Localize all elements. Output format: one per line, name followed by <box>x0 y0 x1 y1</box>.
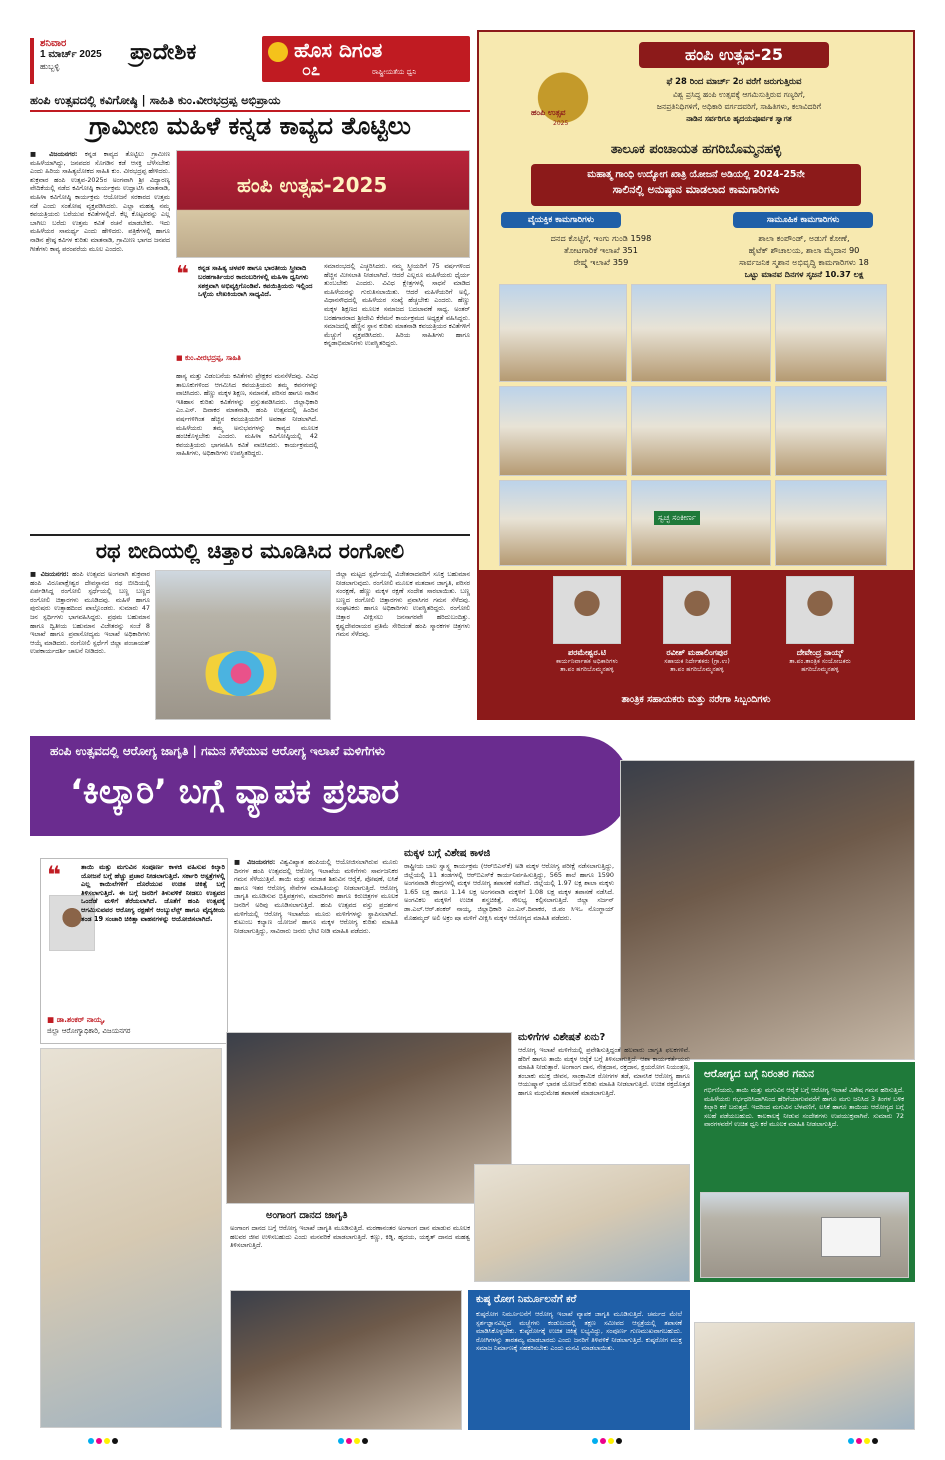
ad-org: ತಾಲೂಕ ಪಂಚಾಯತ ಹಗರಿಬೊಮ್ಮನಹಳ್ಳಿ <box>610 142 782 157</box>
ad-photo-5 <box>631 386 771 476</box>
story3-sub3: ಆರೋಗ್ಯದ ಬಗ್ಗೆ ನಿರಂತರ ಗಮನ <box>704 1068 814 1080</box>
ad-scheme-line2: ಸಾಲಿನಲ್ಲಿ ಅನುಷ್ಠಾನ ಮಾಡಲಾದ ಕಾಮಗಾರಿಗಳು <box>612 183 780 196</box>
ad-photo-8 <box>631 480 771 566</box>
story3-col3: ಆರೋಗ್ಯ ಇಲಾಖೆ ಮಳಿಗೆಯಲ್ಲಿ ಪ್ರವೇಶಿಸುತ್ತಿದ್ದಂತೆ ಹಲವಾರು ಜಾಗೃತಿ ಫಲಕಗಳಿವೆ. ಹೆರಿಗೆ ಹಾಗೂ ತಾಯಿ ಮಕ್ಕಳ ಆರೈಕೆ ಬಗ್ಗೆ ತಿಳಿಸಲಾಗುತ್ತಿದೆ. ಆಶಾ ಕಾರ್ಯಕರ್ತೆಯರು ಮಾಹಿತಿ ನೀಡುತ್ತಾರೆ. ಅಂಗಾಂಗ ದಾನ, ನೇತ್ರದಾನ, ರಕ್ತದಾನ, ಕ್ಷಯರೋಗ ನಿಯಂತ್ರಣ, ತಂಬಾಕು ಮುಕ್ತ ಜೀವನ, ಸಾಂಕ್ರಾಮಿಕ ರೋಗಗಳ ತಡೆ, ಮಾನಸಿಕ ಆರೋಗ್ಯ ಹಾಗೂ ಆಯುಷ್ಮಾನ್ ಭಾರತ ಯೋಜನೆ ಕುರಿತು ಮಾಹಿತಿ ನೀಡಲಾಗುತ್ತಿದೆ. ಉಚಿತ ರಕ್ತದೊತ್ತಡ ಹಾಗೂ ಮಧುಮೇಹ ತಪಾಸಣೆ ಮಾಡಲಾಗುತ್ತಿದೆ. <box>518 1046 690 1097</box>
story3-main-photo <box>620 760 915 1060</box>
official-photo <box>786 576 854 644</box>
ad-right-item: ಸಾರ್ವಜನಿಕ ಸ್ಮಶಾನ ಅಭಿವೃದ್ಧಿ ಕಾಮಗಾರಿಗಳು 18 <box>739 257 869 267</box>
ad-left-item: ರೇಷ್ಮೆ ಇಲಾಖೆ 359 <box>573 257 629 267</box>
story1-photo <box>176 150 470 258</box>
ad-left-label: ವೈಯಕ್ತಿಕ ಕಾಮಗಾರಿಗಳು <box>501 212 621 228</box>
health-poster-photo <box>40 1048 222 1428</box>
official-photo <box>663 576 731 644</box>
ad-photo-2 <box>631 284 771 382</box>
quote-mark-icon: ❝ <box>47 861 62 889</box>
story1-col1 <box>30 150 170 520</box>
story3-col5: ಅಂಗಾಂಗ ದಾನದ ಬಗ್ಗೆ ಆರೋಗ್ಯ ಇಲಾಖೆ ಜಾಗೃತಿ ಮೂಡಿಸುತ್ತಿದೆ. ಮರಣಾನಂತರ ಅಂಗಾಂಗ ದಾನ ಮಾಡುವ ಮೂಲಕ ಹಲವರ ಜೀವ ಉಳಿಸಬಹುದು ಎಂದು ಮನವರಿಕೆ ಮಾಡಲಾಗುತ್ತಿದೆ. ಕಣ್ಣು, ಕಿಡ್ನಿ, ಹೃದಯ, ಯಕೃತ್ ದಾನದ ಮಹತ್ವ ತಿಳಿಸಲಾಗುತ್ತಿದೆ. <box>230 1224 470 1250</box>
story2-headline: ರಥ ಬೀದಿಯಲ್ಲಿ ಚಿತ್ತಾರ ಮೂಡಿಸಿದ ರಂಗೋಲಿ <box>30 534 470 564</box>
ad-right-item: ಶಾಲಾ ಕಂಪೌಂಡ್, ಅಡುಗೆ ಕೋಣೆ, <box>758 233 850 243</box>
story2-col1-text: ಹಂಪಿ ಉತ್ಸವದ ಅಂಗವಾಗಿ ಶುಕ್ರವಾರ ಹಂಪಿ ವಿರೂಪಾಕ್ಷೇಶ್ವರ ದೇವಸ್ಥಾನದ ರಥ ಬೀದಿಯಲ್ಲಿ ಏರ್ಪಡಿಸಿದ್ದ ರಂಗೋಲಿ ಸ್ಪರ್ಧೆಯಲ್ಲಿ ಬಣ್ಣ ಬಣ್ಣದ ರಂಗೋಲಿ ಚಿತ್ತಾರಗಳು ಮೂಡಿದವು. ಮಹಿಳೆ ಹಾಗೂ ಪುರುಷರು ಉತ್ಸಾಹದಿಂದ ಪಾಲ್ಗೊಂಡರು. ಸುಮಾರು 47 ಜನ ಸ್ಪರ್ಧಿಗಳು ಭಾಗವಹಿಸಿದ್ದರು. ಪ್ರಥಮ ಬಹುಮಾನ ಹಾಗೂ ದ್ವಿತೀಯ ಬಹುಮಾನ ವಿಜೇತರನ್ನು ಸಂಜೆ 8 ಇಲಾಖೆ ಹಾಗೂ ಪ್ರವಾಸೋದ್ಯಮ ಇಲಾಖೆ ಅಧಿಕಾರಿಗಳು ಆಯ್ಕೆ ಮಾಡಿದರು. ರಂಗೋಲಿ ಸ್ಪರ್ಧೆಗೆ ಜಿಲ್ಲಾ ಪಂಚಾಯತ್ ಉಪಕಾರ್ಯದರ್ಶಿ ಚಾಲನೆ ನೀಡಿದರು. <box>30 570 150 656</box>
story1-quote-by: ■ ಕುಂ.ವೀರಭದ್ರಪ್ಪ, ಸಾಹಿತಿ <box>176 354 241 362</box>
ad-photo-9 <box>775 480 887 566</box>
story1-col1-text: ಕನ್ನಡ ಕಾವ್ಯದ ತೊಟ್ಟಿಲು ಗ್ರಾಮೀಣ ಮಹಿಳೆಯಾಗಿದ್ದು, ಜನಪದರ ಸೊಗಡಿನ ಕಡೆ ಆಸಕ್ತಿ ಬೆಳೆಸಬೇಕು ಎಂದು ಹಿರಿಯ ಸಾಹಿತ್ಯಲೋಕದ ಸಾಹಿತಿ ಕುಂ. ವೀರಭದ್ರಪ್ಪ ಹೇಳಿದರು. ಶುಕ್ರವಾರ ಹಂಪಿ ಉತ್ಸವ-2025ರ ಅಂಗವಾಗಿ ಶ್ರೀ ವಿದ್ಯಾರಣ್ಯ ವೇದಿಕೆಯಲ್ಲಿ ನಡೆದ ಕವಿಗೋಷ್ಠಿ ಕಾರ್ಯಕ್ರಮ ಉದ್ಘಾಟಿಸಿ ಮಾತನಾಡಿ, ಮಹಿಳಾ ಕವಿಗೋಷ್ಠಿ ಕಾರ್ಯಕ್ರಮ ಆಯೋಜನೆ ಸರಕಾರದ ಉತ್ತಮ ನಡೆ ಎಂದು ಸಂತೋಷ ವ್ಯಕ್ತಪಡಿಸಿದರು. ಎಲ್ಲಾ ಮಹತ್ವ ನಮ್ಮ ಕವಯತ್ರಿಯರು ಬರೆಯುವ ಕವಿತೆಗಳಲ್ಲಿದೆ. ಕೆಲ್ಲ ಕೊಟ್ಟವರನ್ನು ಎಲ್ಲ ಬಾಗಿಲು ಬರೆದು ಉತ್ತಮ ಕವಿತೆ ರಚನೆ ಮಾಡಬೇಕು. ಇದು ಮಹಿಳೆಯರ ಸಾಮರ್ಥ್ಯ ಎಂದು ಹೇಳಿದರು. ಪತ್ರಿಕೆಗಳಲ್ಲಿ ಹಾಗೂ ನಾಡಿನ ಶ್ರೇಷ್ಠ ಕವಿಗಳ ಕುರಿತು ಮಾತನಾಡಿ, ಗ್ರಾಮೀಣ ಭಾಗದ ಜನಪದ ಗೀತೆಗಳು ಕಾವ್ಯ ಪರಂಪರೆಯ ಮೂಲ ಎಂದರು. <box>30 150 170 253</box>
masthead <box>30 30 470 88</box>
official-role: ತಾ.ಪಂ.ತಾಂತ್ರಿಕ ಸಂಯೋಜಕರು <box>789 658 851 665</box>
ad-line2: ಜನಪ್ರತಿನಿಧಿಗಳಿಗೆ, ಅಧಿಕಾರಿ ವರ್ಗದವರಿಗೆ, ಸಾಹಿತಿಗಳು, ಕಲಾವಿದರಿಗೆ <box>656 102 822 111</box>
ambulance-photo <box>700 1192 909 1278</box>
page-number: ೦೭ <box>302 60 320 79</box>
official-name: ದೇವೇಂದ್ರ ನಾಯ್ಕ್ <box>796 648 844 657</box>
official-card <box>765 576 875 674</box>
ad-photo-4 <box>499 386 627 476</box>
ad-photo-3 <box>775 284 887 382</box>
story1-quote: ಕನ್ನಡ ಸಾಹಿತ್ಯ ಚಳವಳಿ ಹಾಗೂ ಭಾರತೀಯ ಸ್ತ್ರೀವಾದಿ ಬರಹಗಾರ್ತಿಯರ ಕಾದಂಬರಿಗಳಲ್ಲಿ ಮಹಿಳಾ ಧ್ವನಿಗಳು ಸಶಕ್ತವಾಗಿ ಅಭಿವ್ಯಕ್ತಿಗೊಂಡಿವೆ. ಕವಯಿತ್ರಿಯರು ಇಲ್ಲಿಂದ ಒಳ್ಳೆಯ ಲೇಖಕಿಯರಾಗಿ ಸಾಧ್ಯವಿದೆ. <box>198 264 313 299</box>
city-label: ಹುಬ್ಬಳ್ಳಿ <box>40 62 60 71</box>
ad-right-item: ಹೈಟೆಕ್ ಶೌಚಾಲಯ, ಶಾಲಾ ಮೈದಾನ 90 <box>748 245 860 255</box>
story3-col2: ರಾಷ್ಟ್ರೀಯ ಬಾಲ ಸ್ವಾಸ್ಥ್ಯ ಕಾರ್ಯಕ್ರಮ (ಆರ್‌ಬಿಎಸ್‌ಕೆ) ಅಡಿ ಮಕ್ಕಳ ಆರೋಗ್ಯ ಪರೀಕ್ಷೆ ನಡೆಸಲಾಗುತ್ತಿದ್ದು, ಜಿಲ್ಲೆಯಲ್ಲಿ 11 ತಂಡಗಳಲ್ಲಿ ಆರ್‌ಬಿಎಸ್‌ಕೆ ಕಾರ್ಯನಿರ್ವಹಿಸುತ್ತಿದ್ದು, 565 ಶಾಲೆ ಹಾಗೂ 1590 ಅಂಗನವಾಡಿ ಕೇಂದ್ರಗಳಲ್ಲಿ ಮಕ್ಕಳ ಆರೋಗ್ಯ ತಪಾಸಣೆ ನಡೆಸಿದೆ. ಜಿಲ್ಲೆಯಲ್ಲಿ 1.97 ಲಕ್ಷ ಶಾಲಾ ಮಕ್ಕಳು 1.65 ಲಕ್ಷ ಹಾಗೂ 1.14 ಲಕ್ಷ ಅಂಗನವಾಡಿ ಮಕ್ಕಳಿಗೆ 1.08 ಲಕ್ಷ ಮಕ್ಕಳ ತಪಾಸಣೆ ನಡೆಸಿದೆ. ಅಂಗವಿಕಲ ಮಕ್ಕಳಿಗೆ ಉಚಿತ ಶಸ್ತ್ರಚಿಕಿತ್ಸೆ, ಸೌಲಭ್ಯ ಕಲ್ಪಿಸಲಾಗುತ್ತಿದೆ. ಜಿಲ್ಲಾ ಸರ್ಜನ್ ಡಾ.ಎಲ್.ಆರ್.ಶಂಕರ್ ನಾಯ್ಕ, ಜಿಲ್ಲಾಧಿಕಾರಿ ಎಂ.ಎಸ್.ದಿವಾಕರ, ಜಿ.ಪಂ ಸಿಇಒ ನೊಂಗ್ಜಾಯ್ ಮೊಹಮ್ಮದ್ ಅಲಿ ಅಕ್ರಂ ಷಾ ಮಳಿಗೆ ವೀಕ್ಷಿಸಿ ಮಕ್ಕಳ ಆರೋಗ್ಯದ ಮಾಹಿತಿ ಪಡೆದರು. <box>404 862 614 922</box>
story3-col6: ಕುಷ್ಠರೋಗ ನಿರ್ಮೂಲನೆಗೆ ಆರೋಗ್ಯ ಇಲಾಖೆ ವ್ಯಾಪಕ ಜಾಗೃತಿ ಮೂಡಿಸುತ್ತಿದೆ. ಚರ್ಮದ ಮೇಲೆ ಸ್ಪರ್ಶಜ್ಞಾನವಿಲ್ಲದ ಮಚ್ಚೆಗಳು ಕಂಡುಬಂದಲ್ಲಿ ತಕ್ಷಣ ಸಮೀಪದ ಆಸ್ಪತ್ರೆಯಲ್ಲಿ ತಪಾಸಣೆ ಮಾಡಿಸಿಕೊಳ್ಳಬೇಕು. ಕುಷ್ಠರೋಗಕ್ಕೆ ಉಚಿತ ಚಿಕಿತ್ಸೆ ಲಭ್ಯವಿದ್ದು, ಸಂಪೂರ್ಣ ಗುಣಮುಖವಾಗಬಹುದು. ರೋಗಿಗಳನ್ನು ತಾರತಮ್ಯ ಮಾಡಬಾರದು ಎಂದು ಜನರಿಗೆ ತಿಳಿವಳಿಕೆ ನೀಡಲಾಗುತ್ತಿದೆ. ಕುಷ್ಠರೋಗ ಮುಕ್ತ ಸಮಾಜ ನಿರ್ಮಾಣಕ್ಕೆ ಸಹಕರಿಸಬೇಕು ಎಂದು ಮನವಿ ಮಾಡಲಾಯಿತು. <box>476 1310 682 1353</box>
quote-mark-icon: ❝ <box>176 262 189 287</box>
ad-line3: ನಾಡಿನ ಸರ್ವರಿಗೂ ಹೃದಯಪೂರ್ವಕ ಸ್ವಾಗತ <box>686 114 792 123</box>
day-label: ಶನಿವಾರ <box>40 38 67 49</box>
ad-scheme-line1: ಮಹಾತ್ಮ ಗಾಂಧಿ ಉದ್ಯೋಗ ಖಾತ್ರಿ ಯೋಜನೆ ಅಡಿಯಲ್ಲಿ 2024-25ನೇ <box>587 169 805 180</box>
stall-visit-photo <box>226 1032 512 1204</box>
official-name: ರವೀಶ್ ಮಹಾಲಿಂಗಪುರ <box>666 648 728 657</box>
story3-green-box <box>694 1062 915 1282</box>
story1-kicker: ಹಂಪಿ ಉತ್ಸವದಲ್ಲಿ ಕವಿಗೋಷ್ಠಿ | ಸಾಹಿತಿ ಕುಂ.ವೀರಭದ್ರಪ್ಪ ಅಭಿಪ್ರಾಯ <box>30 93 470 112</box>
visitors-photo <box>694 1322 915 1430</box>
official-place: ತಾ.ಪಂ ಹಗರಿಬೊಮ್ಮನಹಳ್ಳಿ <box>560 666 614 673</box>
rangoli-photo <box>155 570 331 720</box>
masthead-date-block <box>30 38 122 84</box>
story3-sub1: ಮಕ್ಕಳ ಬಗ್ಗೆ ವಿಶೇಷ ಕಾಳಜಿ <box>404 848 491 859</box>
story3-quote-by: ■ ಡಾ.ಶಂಕರ್ ನಾಯ್ಕ, <box>47 1015 106 1024</box>
ad-left-item: ತೋಟಗಾರಿಕೆ ಇಲಾಖೆ 351 <box>564 245 638 255</box>
ambulance-icon <box>821 1217 881 1257</box>
ad-footer: ತಾಂತ್ರಿಕ ಸಹಾಯಕರು ಮತ್ತು ನರೇಗಾ ಸಿಬ್ಬಂದಿಗಳು <box>621 694 771 705</box>
story2-col1 <box>30 570 150 720</box>
ad-logo-text: ಹಂಪಿ ಉತ್ಸವ <box>531 108 566 117</box>
story1-col2: ಹಾಸ್ಯ ಮತ್ತು ವಿಡಂಬನೆಯ ಕವಿತೆಗಳು ಪ್ರೇಕ್ಷಕರ ಮನಸೆಳೆದವು. ವಿವಿಧ ತಾಲೂಕುಗಳಿಂದ ಆಗಮಿಸಿದ ಕವಯತ್ರಿಯರು ತಮ್ಮ ಕವನಗಳನ್ನು ವಾಚಿಸಿದರು. ಹೆಣ್ಣು ಮಕ್ಕಳ ಶಿಕ್ಷಣ, ಸಮಾನತೆ, ಪರಿಸರ ಹಾಗೂ ನಾಡಿನ ಇತಿಹಾಸ ಕುರಿತು ಕವಿತೆಗಳನ್ನು ಪ್ರಸ್ತುತಪಡಿಸಿದರು. ಜಿಲ್ಲಾಧಿಕಾರಿ ಎಂ.ಎಸ್. ದಿವಾಕರ ಮಾತನಾಡಿ, ಹಂಪಿ ಉತ್ಸವದಲ್ಲಿ ಹಿಂದಿನ ವರ್ಷಗಳಿಗಿಂತ ಹೆಚ್ಚಿನ ಕವಯತ್ರಿಯರಿಗೆ ಅವಕಾಶ ನೀಡಲಾಗಿದೆ. ಮಹಿಳೆಯರು ತಮ್ಮ ಅನುಭವಗಳನ್ನು ಕಾವ್ಯದ ಮೂಲಕ ಹಂಚಿಕೊಳ್ಳಬೇಕು ಎಂದರು. ಮಹಿಳಾ ಕವಿಗೋಷ್ಠಿಯಲ್ಲಿ 42 ಕವಯತ್ರಿಯರು ಭಾಗವಹಿಸಿ ಕವಿತೆ ವಾಚಿಸಿದರು. ಕಾರ್ಯಕ್ರಮದಲ್ಲಿ ಸಾಹಿತಿಗಳು, ಅಧಿಕಾರಿಗಳು ಉಪಸ್ಥಿತರಿದ್ದರು. <box>176 372 318 458</box>
ad-logo <box>523 46 603 132</box>
story2-col2: ಜಿಲ್ಲಾ ಮಟ್ಟದ ಸ್ಪರ್ಧೆಯಲ್ಲಿ ವಿಜೇತರಾದವರಿಗೆ ಸೂಕ್ತ ಬಹುಮಾನ ನೀಡಲಾಗುವುದು. ರಂಗೋಲಿ ಮೂಲಕ ಮತದಾನ ಜಾಗೃತಿ, ಪರಿಸರ ಸಂರಕ್ಷಣೆ, ಹೆಣ್ಣು ಮಕ್ಕಳ ರಕ್ಷಣೆ ಸಂದೇಶ ಸಾರಲಾಯಿತು. ಬಣ್ಣ ಬಣ್ಣದ ರಂಗೋಲಿ ಚಿತ್ತಾರಗಳು ಪ್ರವಾಸಿಗರ ಗಮನ ಸೆಳೆದವು. ಸಂಘಟಕರು ಹಾಗೂ ಅಧಿಕಾರಿಗಳು ಉಪಸ್ಥಿತರಿದ್ದರು. ರಂಗೋಲಿ ಚಿತ್ತಾರ ವೀಕ್ಷಿಸಲು ಜನಸಾಗರವೇ ಹರಿದುಬಂದಿತ್ತು. ಕೃಷ್ಣದೇವರಾಯರ ಪ್ರತಿಮೆ ಸೇರಿದಂತೆ ಹಂಪಿ ಸ್ಮಾರಕಗಳ ಚಿತ್ರಗಳು ಗಮನ ಸೆಳೆದವು. <box>336 570 470 639</box>
story3-kicker: ಹಂಪಿ ಉತ್ಸವದಲ್ಲಿ ಆರೋಗ್ಯ ಜಾಗೃತಿ | ಗಮನ ಸೆಳೆಯುವ ಆರೋಗ್ಯ ಇಲಾಖೆ ಮಳಿಗೆಗಳು <box>50 744 385 758</box>
tagline: ರಾಷ್ಟ್ರೀಯತೆಯ ಧ್ವನಿ <box>372 68 417 76</box>
registration-mark <box>848 1438 878 1444</box>
story3-sub2: ಮಳಿಗೆಗಳ ವಿಶೇಷತೆ ಏನು? <box>518 1032 606 1043</box>
story1-dateline: ■ ವಿಜಯನಗರ: <box>30 150 78 158</box>
story3-col1 <box>234 858 398 1044</box>
story1-col3: ಸಮಾರಂಭದಲ್ಲಿ ಎಚ್ಚರಿಸಿದರು. ನಮ್ಮ ಸ್ತ್ರೀಯರಿಗೆ 75 ವರ್ಷಗಳಿಂದ ಹೆಚ್ಚಿನ ಮೀಸಲಾತಿ ನೀಡಲಾಗಿದೆ. ಆದರೆ ಎಲ್ಲರೂ ಮಹಿಳೆಯರು ಧೈರ್ಯ ತುಂಬಬೇಕು ಎಂದರು. ವಿವಿಧ ಕ್ಷೇತ್ರಗಳಲ್ಲಿ ಸಾಧನೆ ಮಾಡಿದ ಮಹಿಳೆಯರನ್ನು ಗುರುತಿಸಲಾಯಿತು. ಆದರೆ ಮಹಿಳೆಯರಿಗೆ ಅಲ್ಲಿ, ವಿಧಾನಸೌಧದಲ್ಲಿ ಮಹಿಳೆಯರ ಸಂಖ್ಯೆ ಹೆಚ್ಚಬೇಕು ಎಂದರು. ಹೆಣ್ಣು ಮಕ್ಕಳ ಶಿಕ್ಷಣದ ಮೂಲಕ ಸಮಾಜದ ಬದಲಾವಣೆ ಸಾಧ್ಯ. ಅಂತರ್ ಬರಹಗಾರರಾದ ಶ್ರೀದೇವಿ ಕೆರೆಮನೆ ಕಾರ್ಯಕ್ರಮದ ಅಧ್ಯಕ್ಷತೆ ವಹಿಸಿದ್ದರು. ಸಮಾಜದಲ್ಲಿ ಹೆಣ್ಣಿನ ಸ್ಥಾನ ಕುರಿತು ಮಾತನಾಡಿ ಕವಯತ್ರಿಯರ ಕವಿತೆಗಳಿಗೆ ಮೆಚ್ಚುಗೆ ವ್ಯಕ್ತಪಡಿಸಿದರು. ಹಿರಿಯ ಸಾಹಿತಿಗಳು ಹಾಗೂ ಕನ್ನಡಾಭಿಮಾನಿಗಳು ಉಪಸ್ಥಿತರಿದ್ದರು. <box>324 262 470 348</box>
official-card <box>537 576 637 674</box>
section-title: ಪ್ರಾದೇಶಿಕ <box>130 40 197 65</box>
registration-mark <box>592 1438 622 1444</box>
paper-logo <box>262 36 470 82</box>
ad-title: ಹಂಪಿ ಉತ್ಸವ-25 <box>639 42 829 68</box>
story3-sub4: ಅಂಗಾಂಗ ದಾನದ ಜಾಗೃತಿ <box>266 1210 348 1221</box>
official-place: ಹಗರಿಬೊಮ್ಮನಹಳ್ಳಿ <box>801 666 839 673</box>
ad-panel <box>477 30 915 720</box>
ad-photo-7 <box>499 480 627 566</box>
ad-dates: ಫೆ 28 ರಿಂದ ಮಾರ್ಚ್ 2ರ ವರೆಗೆ ಜರುಗುತ್ತಿರುವ <box>666 76 802 86</box>
ad-photo-sign: ಸ್ವಚ್ಛ ಸಂಕೀರ್ಣ <box>654 511 700 525</box>
date-label: 1 ಮಾರ್ಚ್ 2025 <box>40 49 102 60</box>
story3-quote: ತಾಯಿ ಮತ್ತು ಮಗುವಿನ ಸಂಪೂರ್ಣ ಕಾಳಜಿ ವಹಿಸುವ ಕಿಲ್ಕಾರಿ ಯೋಜನೆ ಬಗ್ಗೆ ಹೆಚ್ಚು ಪ್ರಚಾರ ನೀಡಲಾಗುತ್ತಿದೆ. ಸರ್ಕಾರಿ ಆಸ್ಪತ್ರೆಗಳಲ್ಲಿ ಎಲ್ಲ ಕಾಯಿಲೆಗಳಿಗೆ ದೊರೆಯುವ ಉಚಿತ ಚಿಕಿತ್ಸೆ ಬಗ್ಗೆ ತಿಳಿಸಲಾಗುತ್ತಿದೆ. ಈ ಬಗ್ಗೆ ಜನರಿಗೆ ತಿಳುವಳಿಕೆ ನೀಡಲು ಉತ್ಸವದ ಒಂದೆಡೆ ಮಳಿಗೆ ತೆರೆಯಲಾಗಿದೆ. ಜೊತೆಗೆ ಹಂಪಿ ಉತ್ಸವಕ್ಕೆ ಆಗಮಿಸುವವರ ಆರೋಗ್ಯ ರಕ್ಷಣೆಗೆ ಆಂಬ್ಯುಲೆನ್ಸ್ ಹಾಗೂ ವೈದ್ಯಕೀಯ ತಂಡ 19 ಸಂಚಾರಿ ಚಿಕಿತ್ಸಾ ವಾಹನಗಳನ್ನು ಆಯೋಜಿಸಲಾಗಿದೆ. <box>81 863 225 923</box>
story3-sub5: ಕುಷ್ಠ ರೋಗ ನಿರ್ಮೂಲನೆಗೆ ಕರೆ <box>476 1294 577 1305</box>
ad-scheme-box <box>531 164 861 206</box>
official-name: ಪರಮೇಶ್ವರ.ಟಿ <box>568 648 606 657</box>
ad-officials-band <box>479 570 913 718</box>
ad-right-list <box>697 232 911 280</box>
lamp-icon <box>268 42 288 62</box>
ad-left-item: ದನದ ಕೊಟ್ಟಿಗೆ, ಇಂಗು ಗುಂಡಿ 1598 <box>550 233 652 243</box>
exhibit-table-photo <box>474 1164 690 1282</box>
stage-banner-text: ಹಂಪಿ ಉತ್ಸವ-2025 <box>237 173 388 197</box>
ad-right-label: ಸಾಮೂಹಿಕ ಕಾಮಗಾರಿಗಳು <box>733 212 873 228</box>
story3-col4: ಗರ್ಭಿಣಿಯರು, ತಾಯಿ ಮತ್ತು ಮಗುವಿನ ಆರೈಕೆ ಬಗ್ಗೆ ಆರೋಗ್ಯ ಇಲಾಖೆ ವಿಶೇಷ ಗಮನ ಹರಿಸುತ್ತಿದೆ. ಮಹಿಳೆಯರು ಗರ್ಭಧರಿಸಿದಾಗಿನಿಂದ ಹೆರಿಗೆಯಾಗುವವರೆಗೆ ಹಾಗೂ ಮಗು ಜನಿಸಿದ 3 ತಿಂಗಳ ಬಳಿಕ ಕಿಲ್ಕಾರಿ ಕರೆ ಬರುತ್ತದೆ. ಇದರಿಂದ ಮಗುವಿನ ಬೆಳವಣಿಗೆ, ಲಸಿಕೆ ಹಾಗೂ ತಾಯಿಯ ಆರೋಗ್ಯದ ಬಗ್ಗೆ ಸಲಹೆ ಪಡೆಯಬಹುದು. ಕಾಲಕಾಲಕ್ಕೆ ನೀಡುವ ಸಂದೇಶಗಳು ಉಪಯುಕ್ತವಾಗಿವೆ. ಸುಮಾರು 72 ವಾರಗಳವರೆಗೆ ಉಚಿತ ಧ್ವನಿ ಕರೆ ಮೂಲಕ ಮಾಹಿತಿ ನೀಡಲಾಗುತ್ತಿದೆ. <box>704 1086 904 1129</box>
official-place: ತಾ.ಪಂ ಹಗರಿಬೊಮ್ಮನಹಳ್ಳಿ <box>670 666 724 673</box>
registration-mark <box>338 1438 368 1444</box>
story1-quote-box <box>176 262 318 370</box>
story3-banner <box>30 736 630 836</box>
official-card <box>647 576 747 674</box>
ad-photo-1 <box>499 284 627 382</box>
ad-photo-6 <box>775 386 887 476</box>
story1-headline: ಗ್ರಾಮೀಣ ಮಹಿಳೆ ಕನ್ನಡ ಕಾವ್ಯದ ತೊಟ್ಟಿಲು <box>89 112 411 140</box>
ad-line1: ವಿಶ್ವ ಪ್ರಸಿದ್ಧ ಹಂಪಿ ಉತ್ಸವಕ್ಕೆ ಆಗಮಿಸುತ್ತಿರುವ ಗಣ್ಯರಿಗೆ, <box>672 90 806 99</box>
ad-right-item: ಒಟ್ಟು ಮಾನವ ದಿನಗಳ ಸೃಜನೆ 10.37 ಲಕ್ಷ <box>744 269 864 279</box>
story3-quote-role: ಜಿಲ್ಲಾ ಆರೋಗ್ಯಾಧಿಕಾರಿ, ವಿಜಯನಗರ <box>47 1027 131 1035</box>
story3-dateline: ■ ವಿಜಯನಗರ: <box>234 858 276 866</box>
story3-headline: ‘ಕಿಲ್ಕಾರಿ’ ಬಗ್ಗೆ ವ್ಯಾಪಕ ಪ್ರಚಾರ <box>70 772 400 812</box>
dignitary-visit-photo <box>230 1290 462 1430</box>
official-photo <box>553 576 621 644</box>
official-role: ಸಹಾಯಕ ನಿರ್ದೇಶಕರು (ಗ್ರಾ.ಉ) <box>664 658 730 665</box>
registration-mark <box>88 1438 118 1444</box>
ad-left-list <box>501 232 701 268</box>
story2-dateline: ■ ವಿಜಯನಗರ: <box>30 570 69 578</box>
official-role: ಕಾರ್ಯನಿರ್ವಾಹಕ ಅಧಿಕಾರಿಗಳು <box>556 658 618 665</box>
ad-logo-year: 2025 <box>553 120 569 127</box>
rangoli-art <box>196 651 286 696</box>
story3-quote-box <box>40 858 228 1044</box>
story3-blue-box <box>468 1290 690 1430</box>
paper-name: ಹೊಸ ದಿಗಂತ <box>294 38 383 62</box>
story3-col1-text: ವಿಶ್ವವಿಖ್ಯಾತ ಹಂಪಿಯಲ್ಲಿ ಆಯೋಜಿಸಲಾಗಿರುವ ಮೂರು ದಿನಗಳ ಹಂಪಿ ಉತ್ಸವದಲ್ಲಿ ಆರೋಗ್ಯ ಇಲಾಖೆಯ ಮಳಿಗೆಗಳು ಸಾರ್ವಜನಿಕರ ಗಮನ ಸೆಳೆಯುತ್ತಿವೆ. ತಾಯಿ ಮತ್ತು ನವಜಾತ ಶಿಶುವಿನ ಆರೈಕೆ, ಪೋಷಣೆ, ಲಸಿಕೆ ಹಾಗೂ ಇತರ ಆರೋಗ್ಯ ಸೇವೆಗಳ ಮಾಹಿತಿಯನ್ನು ನೀಡಲಾಗುತ್ತಿದೆ. ಆರೋಗ್ಯ ಜಾಗೃತಿ ಮೂಡಿಸುವ ಭಿತ್ತಿಪತ್ರಗಳು, ಮಾದರಿಗಳು ಹಾಗೂ ಕಿರುಚಿತ್ರಗಳ ಮೂಲಕ ಜನರಿಗೆ ಅರಿವು ಮೂಡಿಸಲಾಗುತ್ತಿದೆ. ಹಂಪಿ ಉತ್ಸವದ ವಸ್ತು ಪ್ರದರ್ಶನ ಮಳಿಗೆಯಲ್ಲಿ ಆರೋಗ್ಯ ಇಲಾಖೆಯ ಮೂರು ಮಳಿಗೆಗಳನ್ನು ಸ್ಥಾಪಿಸಲಾಗಿದೆ. ಕುಟುಂಬ ಕಲ್ಯಾಣ ಯೋಜನೆ ಹಾಗೂ ಮಕ್ಕಳ ಆರೋಗ್ಯ ಕುರಿತು ಮಾಹಿತಿ ನೀಡಲಾಗುತ್ತಿದ್ದು, ಸಾವಿರಾರು ಜನರು ಭೇಟಿ ನೀಡಿ ಮಾಹಿತಿ ಪಡೆದರು. <box>234 858 398 935</box>
